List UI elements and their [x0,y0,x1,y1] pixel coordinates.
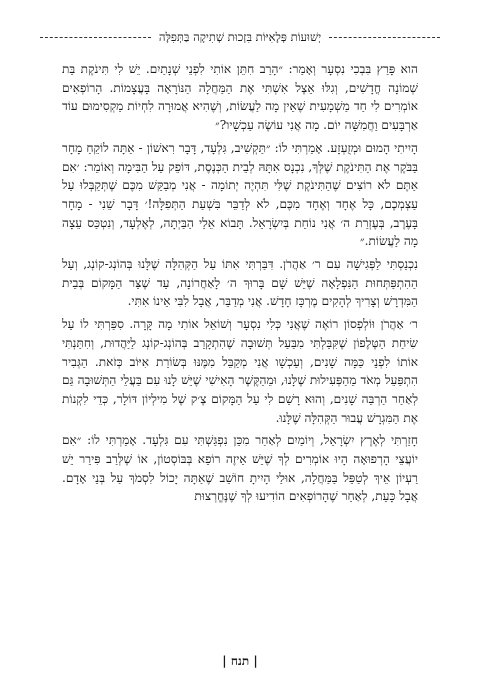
paragraph: נִכְנַסְתִּי לַפְּגִישָׁה עִם ר׳ אַהֲרֹן. דִּבַּרְתִּי אִתּוֹ עַל הַקְּהִלָּה שֶׁלָּנוּ בְּהוֹנְג-קוֹנְג, וְעַל הַהִתְפַּתְּחוּת הַנִּפְלָאָה שֶׁיֵּשׁ שָׁם בָּרוּךְ ה׳ לָאַחֲרוֹנָה, עַד שֶׁצַּר הַמָּקוֹם בְּבֵית הַמִּדְרָשׁ וְצָרִיךְ לְהָקִים מֶרְכָּז חָדָשׁ. אֲנִי מְדַבֵּר, אֲבָל לִבִּי אֵינוֹ אִתִּי. [62,257,418,309]
header-dash-left [40,37,151,38]
paragraph: ר׳ אַהֲרֹן וּוֹלְפְסוֹן רוֹאֶה שֶׁאֲנִי כְּלִי נִסְעָר וְשׁוֹאֵל אוֹתִי מָה קָּרָה. סִפַּרְתִּי לוֹ עַל שִׂיחַת הַטֶּלֶפוֹן שֶׁקִּבַּלְתִּי מִבַּעַל תְּשׁוּבָה שֶׁהִתְקָרֵב בְּהוֹנְג-קוֹנְג לַיַּהֲדוּת, וְחִתַּנְתִּי אוֹתוֹ לִפְנֵי כַּמָּה שָׁנִים, וְעַכְשָׁו אֲנִי מְקַבֵּל מִמֶּנּוּ בְּשׂוֹרַת אִיּוֹב כְּזֹאת. הַגְּבִיר הִתְפַּעֵל מְאֹד מֵהַפְּעִילוּת שֶׁלָּנוּ, וּמֵהַקֶּשֶׁר הָאִישִׁי שֶׁיֵּשׁ לָנוּ עִם בַּעֲלֵי הַתְּשׁוּבָה גַּם לְאַחַר הַרְבֵּה שָׁנִים, וְהוּא רָשַׁם לִי עַל הַמָּקוֹם צֶ׳ק שֶׁל מִילְיוֹן דּוֹלָר, כְּדֵי לִקְנוֹת אֶת הַמִּגְרָשׁ עֲבוּר הַקְּהִלָּה שֶׁלָּנוּ. [62,317,418,425]
page-number: | תנח | [222,654,258,668]
running-header-title: יְשׁוּעוֹת פְּלָאִיּוֹת בִּזְכוּת שְׁתִיקָה בַּתְּפִלָּה [158,30,322,44]
paragraph: הָיִיתִי הָמוּם וּמְזֻעְזָע. אָמַרְתִּי לוֹ: ״תַּקְשִׁיב, גִּלְעָד, דָּבָר רִאשׁוֹן - אַתָּה לוֹקֵחַ מָחָר בַּבֹּקֶר אֶת הַתִּינֹקֶת שֶׁלְּךָ, נִכְנָס אִתָּהּ לְבֵית הַכְּנֶסֶת, דּוֹפֵק עַל הַבִּימָה וְאוֹמֵר: ׳אִם אַתֶּם לֹא רוֹצִים שֶׁהַתִּינֹקֶת שֶׁלִּי תִּהְיֶה יְתוֹמָה - אֲנִי מְבַקֵּשׁ מִכֶּם שֶׁתְּקַבְּלוּ עַל עַצְמְכֶם, כָּל אֶחָד וְאֶחָד מִכֶּם, לֹא לְדַבֵּר בִּשְׁעַת הַתְּפִלָּה!׳ דָּבָר שֵׁנִי - מָחָר בָּעֶרֶב, בְּעֶזְרַת ה׳ אֲנִי נוֹחֵת בְּיִשְׂרָאֵל. תָּבוֹא אֵלַי הַבַּיְתָה, לְאֶלְעָד, וְנִטְכַּס עֵצָה מָה לַעֲשׂוֹת.״ [62,140,418,249]
paragraph: הוא פָּרַץ בִּבְכִי נִסְעָר וְאָמַר: ״הָרַב חִתֵּן אוֹתִי לִפְנֵי שְׁנָתַיִם. יֵשׁ לִי תִּינֹקֶת בַּת שְׁמוֹנָה חֳדָשִׁים, וְגִלּוּ אֵצֶל אִשְׁתִּי אֶת הַמַּחֲלָה הַנּוֹרָאָה בָּעֲצָמוֹת. הָרוֹפְאִים אוֹמְרִים לִי חַד מַשְׁמָעִית שֶׁאֵין מָה לַעֲשׂוֹת, וְשֶׁהִיא אֲמוּרָה לִחְיוֹת מַקְסִימוּם עוֹד אַרְבָּעִים וַחֲמִשָּׁה יוֹם. מָה אֲנִי עוֹשֶׂה עַכְשָׁיו?״ [62,62,418,133]
header-dash-right [329,37,440,38]
running-header [40,30,440,44]
paragraph: חָזַרְתִּי לְאֶרֶץ יִשְׂרָאֵל, וְיוֹמַיִם לְאַחַר מִכֵּן נִפְגַּשְׁתִּי עִם גִּלְעָד. אָמַרְתִּי לוֹ: ״אִם יוֹעֲצֵי הָרְפוּאָה הָיוּ אוֹמְרִים לְךָ שֶׁיֵּשׁ אֵיזֶה רוֹפֵא בְּבּוֹסְטוֹן, אוֹ שֶׁלְּרַב פִּירֵר יֵשׁ רַעְיוֹן אֵיךְ לְטַפֵּל בַּמַּחֲלָה, אוּלַי הָיִיתָ חוֹשֵׁב שֶׁאַתָּה יָכוֹל לִסְמֹךְ עַל בְּנֵי אָדָם. אֲבָל כָּעֵת, לְאַחַר שֶׁהָרוֹפְאִים הוֹדִיעוּ לְךָ שֶׁנֶּחֱרְצוּת [62,433,418,504]
body-text [62,60,418,510]
